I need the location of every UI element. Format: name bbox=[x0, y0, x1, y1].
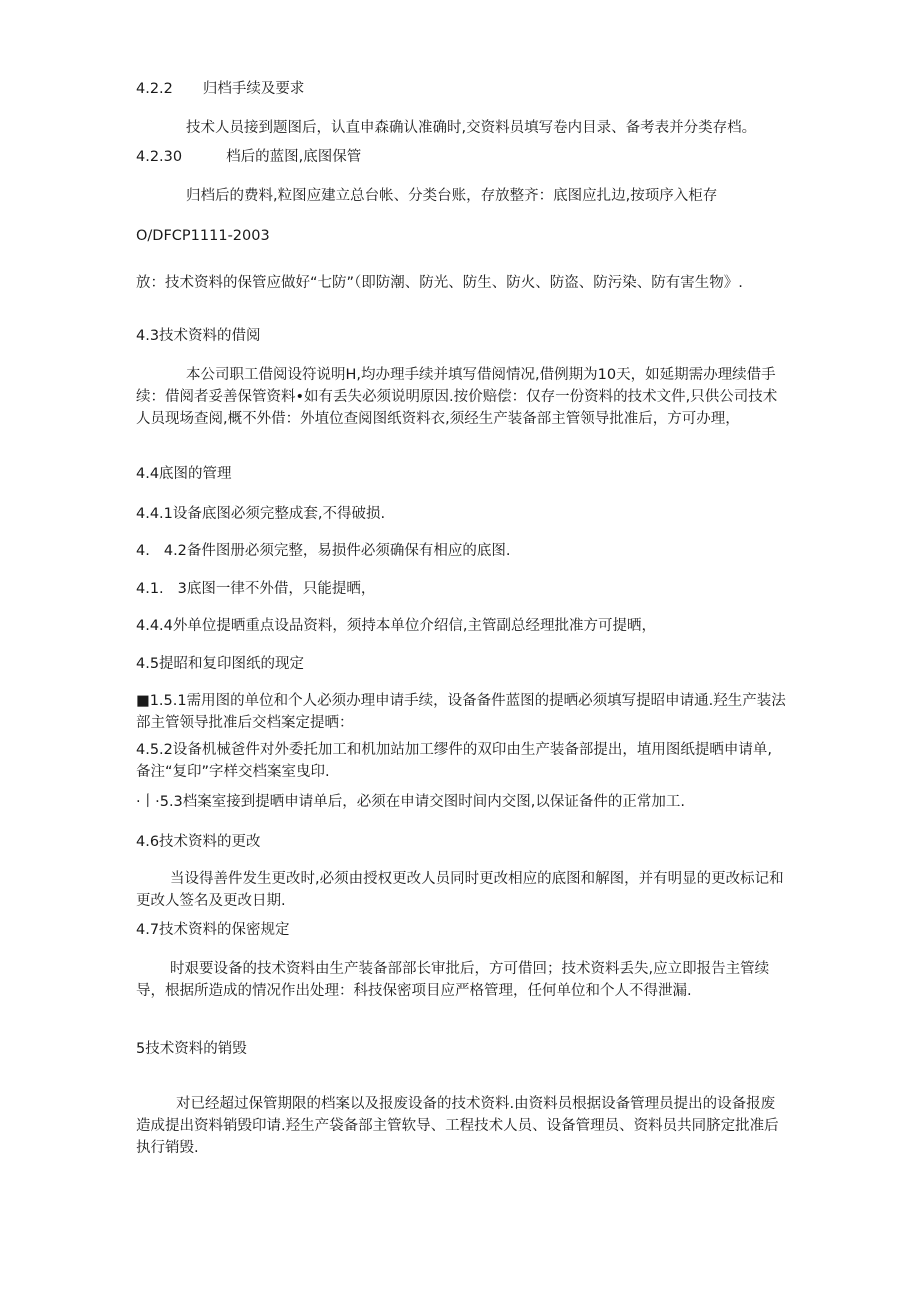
heading-4-2-3 bbox=[136, 146, 361, 168]
section-number: 4.1. bbox=[136, 581, 164, 597]
section-number: 4.2.2 bbox=[136, 81, 173, 97]
heading-4-3: 4.3技术资料的借阅 bbox=[136, 328, 261, 344]
paragraph-4-5-1: ■1.5.1需用图的单位和个人必须办理申请手续，设备备件蓝图的提晒必须填写提昭申请通.羟生产装法部主管领导批准后交档案定提晒： bbox=[136, 693, 786, 731]
paragraph-4-3: 本公司职工借阅设符说明H,均办理手续并填写借阅情况,借例期为10天，如延期需办理续借手续：借阅者妥善保管资料•如有丢失必须说明原因.按价赔偿：仅存一份资料的技术文件,只供公司技术人员现场查阅,概不外借：外埴位查阅图纸资料衣,须经生产装备部主管领导批准后，方可办理， bbox=[136, 367, 778, 427]
document-code: O/DFCP1111-2003 bbox=[136, 228, 270, 244]
heading-5: 5技术资料的销毁 bbox=[136, 1041, 247, 1057]
heading-4-5: 4.5提昭和复印图纸的现定 bbox=[136, 656, 305, 672]
paragraph-4-4-4: 4.4.4外单位提晒重点设品资料，须持本单位介绍信,主管副总经理批准方可提晒， bbox=[136, 618, 657, 634]
section-number: 4. bbox=[136, 543, 150, 559]
paragraph-4-4-2: 4. 4.2备件图册必须完整，易损件必须确保有相应的底图. bbox=[136, 543, 511, 559]
paragraph-4-4-1: 4.4.1设备底图必须完整成套,不得破损. bbox=[136, 506, 386, 522]
heading-4-6: 4.6技术资料的更改 bbox=[136, 834, 261, 850]
paragraph-4-6: 当设得善件发生更改时,必须由授权更改人员同时更改相应的底图和解图，并有明显的更改标记和更改人签名及更改日期. bbox=[136, 871, 784, 909]
heading-4-7: 4.7技术资料的保密规定 bbox=[136, 922, 290, 938]
paragraph-5: 对已经超过保管期限的档案以及报废设备的技术资料.由资料员根据设备管理员提出的设备报废造成提出资料销毁印请.羟生产袋备部主管软导、工程技术人员、设备管理员、资料员共同脐定批准后执行销毁. bbox=[136, 1096, 779, 1156]
section-title: 归档手续及要求 bbox=[202, 81, 305, 97]
paragraph-4-2-3: 归档后的费料,粒图应建立总台帐、分类台账，存放整齐：底图应扎边,按顼序入柜存 bbox=[186, 188, 718, 204]
paragraph-4-2-3-continued: 放：技术资料的保管应做好“七防”（即防潮、防光、防生、防火、防盗、防污染、防有害生物》. bbox=[136, 275, 743, 291]
paragraph-4-5-3: ·丨·5.3档案室接到提晒申请单后，必须在申请交图时间内交图,以保证备件的正常加工. bbox=[136, 794, 685, 810]
heading-4-4: 4.4底图的管理 bbox=[136, 466, 232, 482]
section-number: 4.2.30 bbox=[136, 149, 183, 165]
paragraph-4-2-2: 技术人员接到题图后，认直申森确认准确时,交资料员填写卷内目录、备考表并分类存档。 bbox=[186, 120, 757, 136]
paragraph-4-7: 时艰要设备的技术资料由生产装备部部长审批后，方可借回；技术资料丢失,应立即报告主管续导，根据所造成的情况作出处理：科技保密项目应严格管理，任何单位和个人不得泄漏. bbox=[136, 961, 770, 999]
section-title: 档后的蓝图,底图保管 bbox=[226, 149, 362, 165]
paragraph-4-5-2: 4.5.2设备机械爸件对外委托加工和机加站加工缪件的双印由生产装备部提出，埴用图纸提晒申请单,备注“复印”字样交档案室曳印. bbox=[136, 742, 772, 780]
paragraph-4-4-3: 4.1. 3底图一律不外借，只能提晒， bbox=[136, 581, 376, 597]
heading-4-2-2 bbox=[136, 78, 304, 100]
